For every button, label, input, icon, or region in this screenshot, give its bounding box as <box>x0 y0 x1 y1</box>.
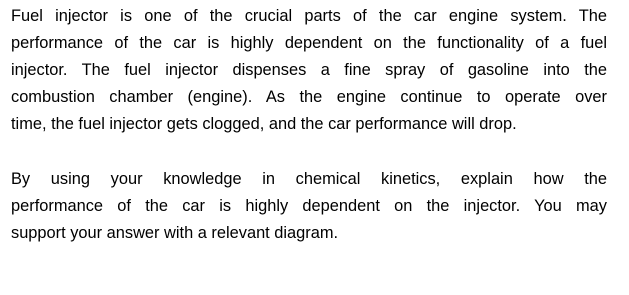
text-line: performance of the car is highly dependent on the injector. You may <box>11 197 607 215</box>
text-line: time, the fuel injector gets clogged, and the car performance will drop. <box>11 115 517 133</box>
text-line: combustion chamber (engine). As the engine continue to operate over <box>11 88 607 106</box>
paragraph-question <box>11 166 607 247</box>
text-line: By using your knowledge in chemical kinetics, explain how the <box>11 170 607 188</box>
text-line: Fuel injector is one of the crucial parts of the car engine system. The <box>11 7 607 25</box>
paragraph-fuel-injector <box>11 3 607 138</box>
paragraph-spacer <box>11 138 607 166</box>
document-body <box>11 3 607 247</box>
text-line: support your answer with a relevant diagram. <box>11 224 339 242</box>
text-line: injector. The fuel injector dispenses a fine spray of gasoline into the <box>11 61 607 79</box>
text-line: performance of the car is highly dependent on the functionality of a fuel <box>11 34 607 52</box>
